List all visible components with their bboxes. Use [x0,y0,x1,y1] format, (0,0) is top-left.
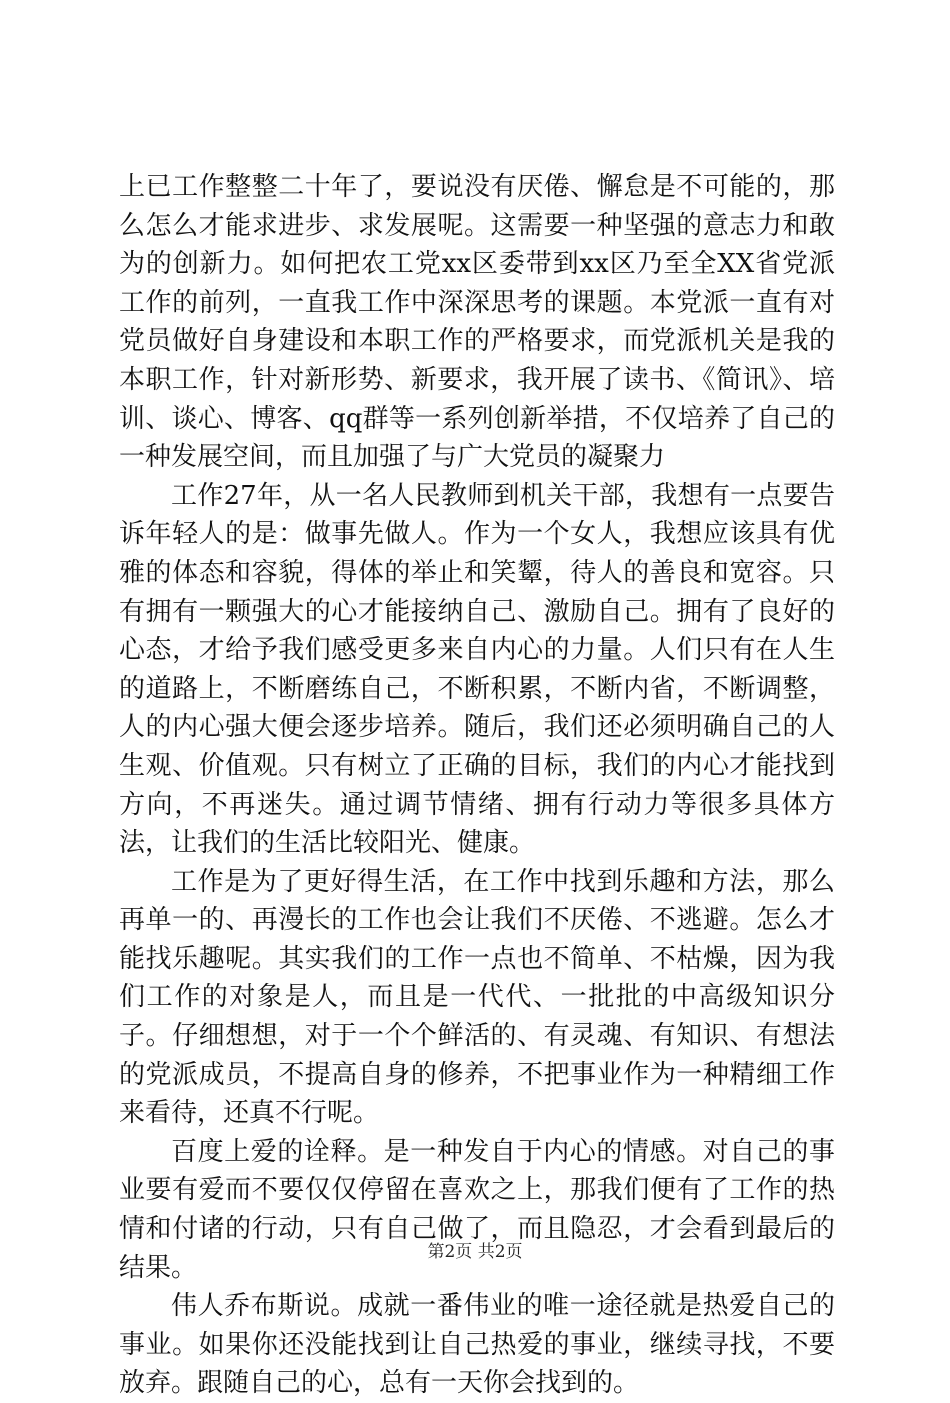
page-number-footer: 第2页 共2页 [427,1242,523,1262]
paragraph-4: 百度上爱的诠释。是一种发自于内心的情感。对自己的事业要有爱而不要仅仅停留在喜欢之上，那我们便有了工作的热情和付诸的行动，只有自己做了，而且隐忍，才会看到最后的结果。 [119,1136,835,1283]
paragraph-2: 工作27年，从一名人民教师到机关干部，我想有一点要告诉年轻人的是：做事先做人。作为一个女人，我想应该具有优雅的体态和容貌，得体的举止和笑颦，待人的善良和宽容。只有拥有一颗强大的心才能接纳自己、激励自己。拥有了良好的心态，才给予我们感受更多来自内心的力量。人们只有在人生的道路上，不断磨练自己，不断积累，不断内省，不断调整，人的内心强大便会逐步培养。随后，我们还必须明确自己的人生观、价值观。只有树立了正确的目标，我们的内心才能找到方向，不再迷失。通过调节情绪、拥有行动力等很多具体方法，让我们的生活比较阳光、健康。 [119,480,835,859]
paragraph-1: 上已工作整整二十年了，要说没有厌倦、懈怠是不可能的，那么怎么才能求进步、求发展呢。这需要一种坚强的意志力和敢为的创新力。如何把农工党xx区委带到xx区乃至全XX省党派工作的前列，一直我工作中深深思考的课题。本党派一直有对党员做好自身建设和本职工作的严格要求，而党派机关是我的本职工作，针对新形势、新要求，我开展了读书、《简讯》、培训、谈心、博客、qq群等一系列创新举措，不仅培养了自己的一种发展空间，而且加强了与广大党员的凝聚力 [119,172,835,473]
paragraph-3: 工作是为了更好得生活，在工作中找到乐趣和方法，那么再单一的、再漫长的工作也会让我们不厌倦、不逃避。怎么才能找乐趣呢。其实我们的工作一点也不简单、不枯燥，因为我们工作的对象是人，而且是一代代、一批批的中高级知识分子。仔细想想，对于一个个鲜活的、有灵魂、有知识、有想法的党派成员，不提高自身的修养，不把事业作为一种精细工作来看待，还真不行呢。 [119,866,835,1129]
paragraph-5: 伟人乔布斯说。成就一番伟业的唯一途径就是热爱自己的事业。如果你还没能找到让自己热爱的事业，继续寻找，不要放弃。跟随自己的心，总有一天你会找到的。 [119,1291,835,1399]
document-body [119,168,835,1403]
